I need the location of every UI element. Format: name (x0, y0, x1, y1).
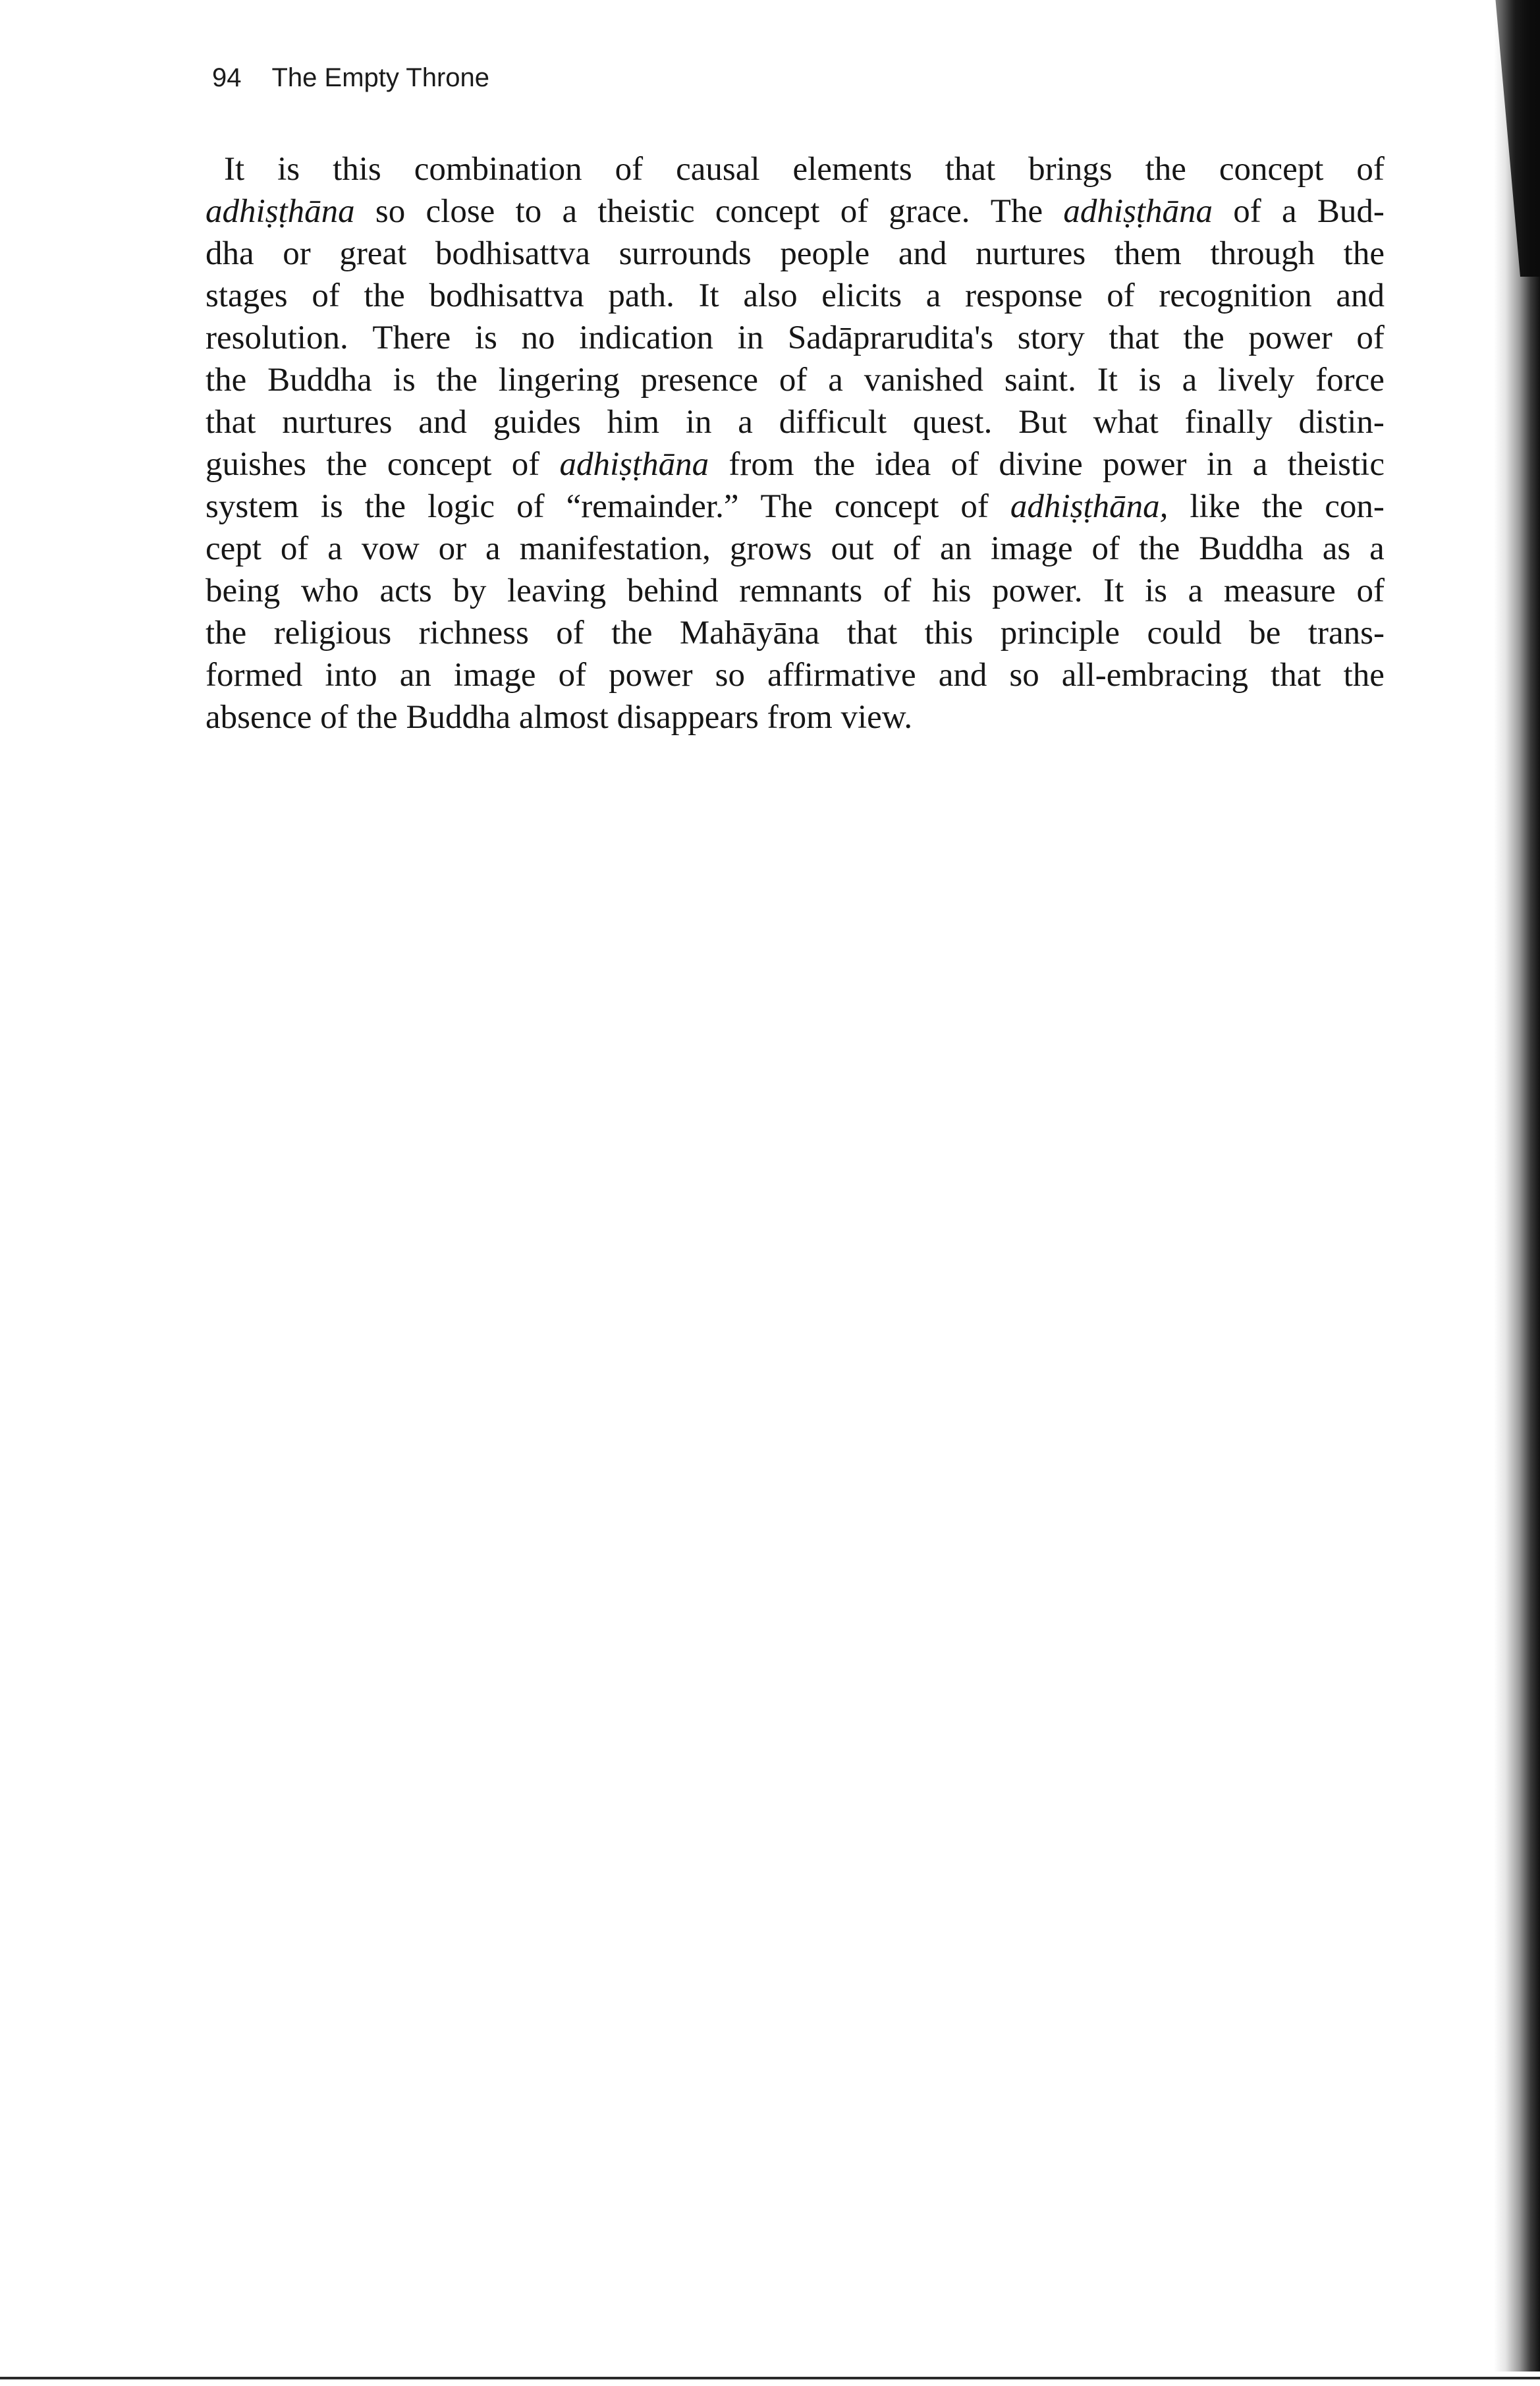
word: of (1091, 530, 1120, 567)
word: all-embracing (1061, 657, 1248, 694)
word: behind (626, 572, 719, 609)
word: saint. (1004, 362, 1076, 399)
word: of (840, 193, 869, 230)
word: in (685, 404, 712, 441)
word: measure (1223, 572, 1336, 609)
word: the (1183, 319, 1224, 356)
word: a (828, 362, 843, 399)
word: his (931, 572, 972, 609)
word: could (1147, 615, 1222, 652)
word: of (960, 488, 989, 525)
text-line-14 (206, 696, 1385, 738)
word: a (562, 193, 578, 230)
word: of (556, 615, 584, 652)
word: the (813, 446, 856, 483)
word: people (780, 235, 870, 272)
word: dha (206, 235, 254, 272)
word: a (1188, 572, 1203, 609)
word: remnants (739, 572, 863, 609)
text-line-6 (206, 359, 1385, 401)
word: the (1261, 488, 1304, 525)
word: Sadāprarudita's (787, 319, 994, 356)
word: of (615, 151, 644, 188)
running-title: The Empty Throne (271, 63, 490, 92)
word: no (521, 319, 555, 356)
word: so (375, 193, 406, 230)
word: The (760, 488, 813, 525)
word: the (1138, 530, 1180, 567)
word: that (846, 615, 898, 652)
word: is (1144, 572, 1167, 609)
word: richness (418, 615, 529, 652)
word: as (1322, 530, 1351, 567)
word: a (1369, 530, 1385, 567)
word: the (1145, 151, 1186, 188)
word: elicits (821, 277, 902, 314)
word: the (206, 615, 247, 652)
italic-term: adhiṣṭhāna, (1010, 488, 1169, 525)
word: of (779, 362, 808, 399)
word: system (206, 488, 299, 525)
word: guides (493, 404, 581, 441)
word: an (399, 657, 431, 694)
word: bodhisattva (435, 235, 590, 272)
word: principle (1000, 615, 1120, 652)
word: It (698, 277, 719, 314)
word: The (990, 193, 1043, 230)
word: the (1343, 235, 1385, 272)
word: or (438, 530, 467, 567)
text-line-13 (206, 654, 1385, 696)
text-line-4 (206, 275, 1385, 317)
text-line-5 (206, 317, 1385, 359)
word: lingering (498, 362, 620, 399)
word: Buddha (267, 362, 372, 399)
word: the (611, 615, 653, 652)
word: idea (875, 446, 931, 483)
word: a (327, 530, 343, 567)
word: that (1109, 319, 1159, 356)
text-line-9 (206, 486, 1385, 528)
word: view. (840, 699, 913, 736)
word: or (283, 235, 311, 272)
scanner-edge-shadow (1494, 0, 1540, 2372)
word: so (1009, 657, 1039, 694)
word: a (1281, 193, 1297, 230)
word: divine (999, 446, 1083, 483)
scanner-edge-corner (1441, 0, 1540, 277)
word: indication (579, 319, 714, 356)
word: a (1182, 362, 1197, 399)
word: of (1356, 572, 1385, 609)
word: of (1356, 319, 1385, 356)
italic-term: adhiṣṭhāna (206, 193, 355, 230)
word: absence (206, 699, 312, 736)
word: is (1138, 362, 1161, 399)
word: But (1018, 404, 1067, 441)
scan-bottom-edge (0, 2377, 1540, 2379)
text-line-7 (206, 401, 1385, 443)
word: through (1210, 235, 1315, 272)
word: nurtures (282, 404, 393, 441)
text-line-1 (206, 148, 1385, 190)
word: brings (1028, 151, 1113, 188)
word: acts (379, 572, 432, 609)
word: almost (518, 699, 609, 736)
word: also (743, 277, 798, 314)
word: of (280, 530, 309, 567)
word: close (426, 193, 495, 230)
word: is (393, 362, 416, 399)
word: and (938, 657, 987, 694)
word: that (945, 151, 996, 188)
word: what (1093, 404, 1159, 441)
word: of (883, 572, 912, 609)
word: presence (640, 362, 759, 399)
word: and (1336, 277, 1385, 314)
word: a (1252, 446, 1268, 483)
word: him (607, 404, 659, 441)
word: surrounds (619, 235, 752, 272)
word: of (893, 530, 921, 567)
word: concept (834, 488, 939, 525)
word: formed (206, 657, 303, 694)
word: the (326, 446, 368, 483)
word: stages (206, 277, 288, 314)
word: the (364, 277, 405, 314)
word: the (1343, 657, 1385, 694)
word: response (965, 277, 1083, 314)
word: of (516, 488, 545, 525)
word: combination (414, 151, 582, 188)
word: is (277, 151, 300, 188)
word: It (224, 151, 245, 188)
word: It (1097, 362, 1118, 399)
word: guishes (206, 446, 306, 483)
word: grows (729, 530, 812, 567)
word: a (485, 530, 501, 567)
word: grace. (889, 193, 970, 230)
word: concept (715, 193, 820, 230)
word: difficult (779, 404, 887, 441)
word: a (925, 277, 941, 314)
text-line-2 (206, 190, 1385, 233)
word: a (738, 404, 753, 441)
text-line-11 (206, 570, 1385, 612)
word: the (364, 488, 406, 525)
word: power (1103, 446, 1187, 483)
word: resolution. (206, 319, 348, 356)
word: religious (273, 615, 392, 652)
word: is (474, 319, 497, 356)
word: logic (427, 488, 495, 525)
body-paragraph (206, 148, 1385, 738)
word: this (333, 151, 381, 188)
word: great (339, 235, 407, 272)
word: of (1233, 193, 1261, 230)
word: who (300, 572, 359, 609)
word: out (831, 530, 874, 567)
word: them (1114, 235, 1182, 272)
word: power (1248, 319, 1333, 356)
word: theistic (1287, 446, 1385, 483)
word: of (1107, 277, 1135, 314)
page-number: 94 (212, 63, 242, 92)
word: of (320, 699, 348, 736)
word: being (206, 572, 281, 609)
word: lively (1218, 362, 1295, 399)
word: of (950, 446, 979, 483)
word: manifestation, (519, 530, 711, 567)
word: an (939, 530, 972, 567)
word: disappears (617, 699, 759, 736)
word: theistic (597, 193, 695, 230)
word: like (1190, 488, 1240, 525)
word: power (609, 657, 693, 694)
word: con- (1325, 488, 1385, 525)
word: It (1103, 572, 1124, 609)
word: recognition (1159, 277, 1312, 314)
word: path. (608, 277, 674, 314)
word: vanished (864, 362, 984, 399)
word: this (924, 615, 974, 652)
word: bodhisattva (429, 277, 584, 314)
word: from (729, 446, 794, 483)
word: of (558, 657, 587, 694)
word: There (372, 319, 451, 356)
word: Bud- (1317, 193, 1385, 230)
word: to (515, 193, 542, 230)
word: quest. (912, 404, 993, 441)
word: the (206, 362, 247, 399)
word: of (1356, 151, 1385, 188)
word: vow (361, 530, 420, 567)
word: by (453, 572, 487, 609)
italic-term: adhiṣṭhāna (559, 446, 709, 483)
word: concept (387, 446, 492, 483)
text-line-12 (206, 612, 1385, 654)
word: of (511, 446, 540, 483)
word: into (325, 657, 377, 694)
word: that (1271, 657, 1321, 694)
word: leaving (507, 572, 607, 609)
word: be (1249, 615, 1281, 652)
word: “remainder.” (566, 488, 739, 525)
running-head (212, 63, 489, 93)
word: distin- (1298, 404, 1385, 441)
word: is (320, 488, 343, 525)
word: finally (1184, 404, 1273, 441)
word: image (991, 530, 1073, 567)
word: in (737, 319, 764, 356)
word: the (356, 699, 398, 736)
word: that (206, 404, 256, 441)
word: concept (1219, 151, 1324, 188)
text-line-10 (206, 528, 1385, 570)
word: power. (992, 572, 1083, 609)
word: story (1017, 319, 1085, 356)
word: and (418, 404, 467, 441)
text-line-8 (206, 443, 1385, 486)
word: cept (206, 530, 261, 567)
italic-term: adhiṣṭhāna (1063, 193, 1213, 230)
word: Buddha (1199, 530, 1304, 567)
word: image (453, 657, 536, 694)
word: Mahāyāna (679, 615, 820, 652)
word: Buddha (406, 699, 511, 736)
word: force (1315, 362, 1385, 399)
word: and (898, 235, 947, 272)
text-line-3 (206, 233, 1385, 275)
word: of (312, 277, 340, 314)
word: in (1206, 446, 1233, 483)
word: the (436, 362, 478, 399)
word: causal (676, 151, 760, 188)
word: elements (792, 151, 912, 188)
word: so (715, 657, 745, 694)
word: trans- (1307, 615, 1385, 652)
word: from (767, 699, 833, 736)
word: affirmative (767, 657, 916, 694)
word: nurtures (976, 235, 1086, 272)
